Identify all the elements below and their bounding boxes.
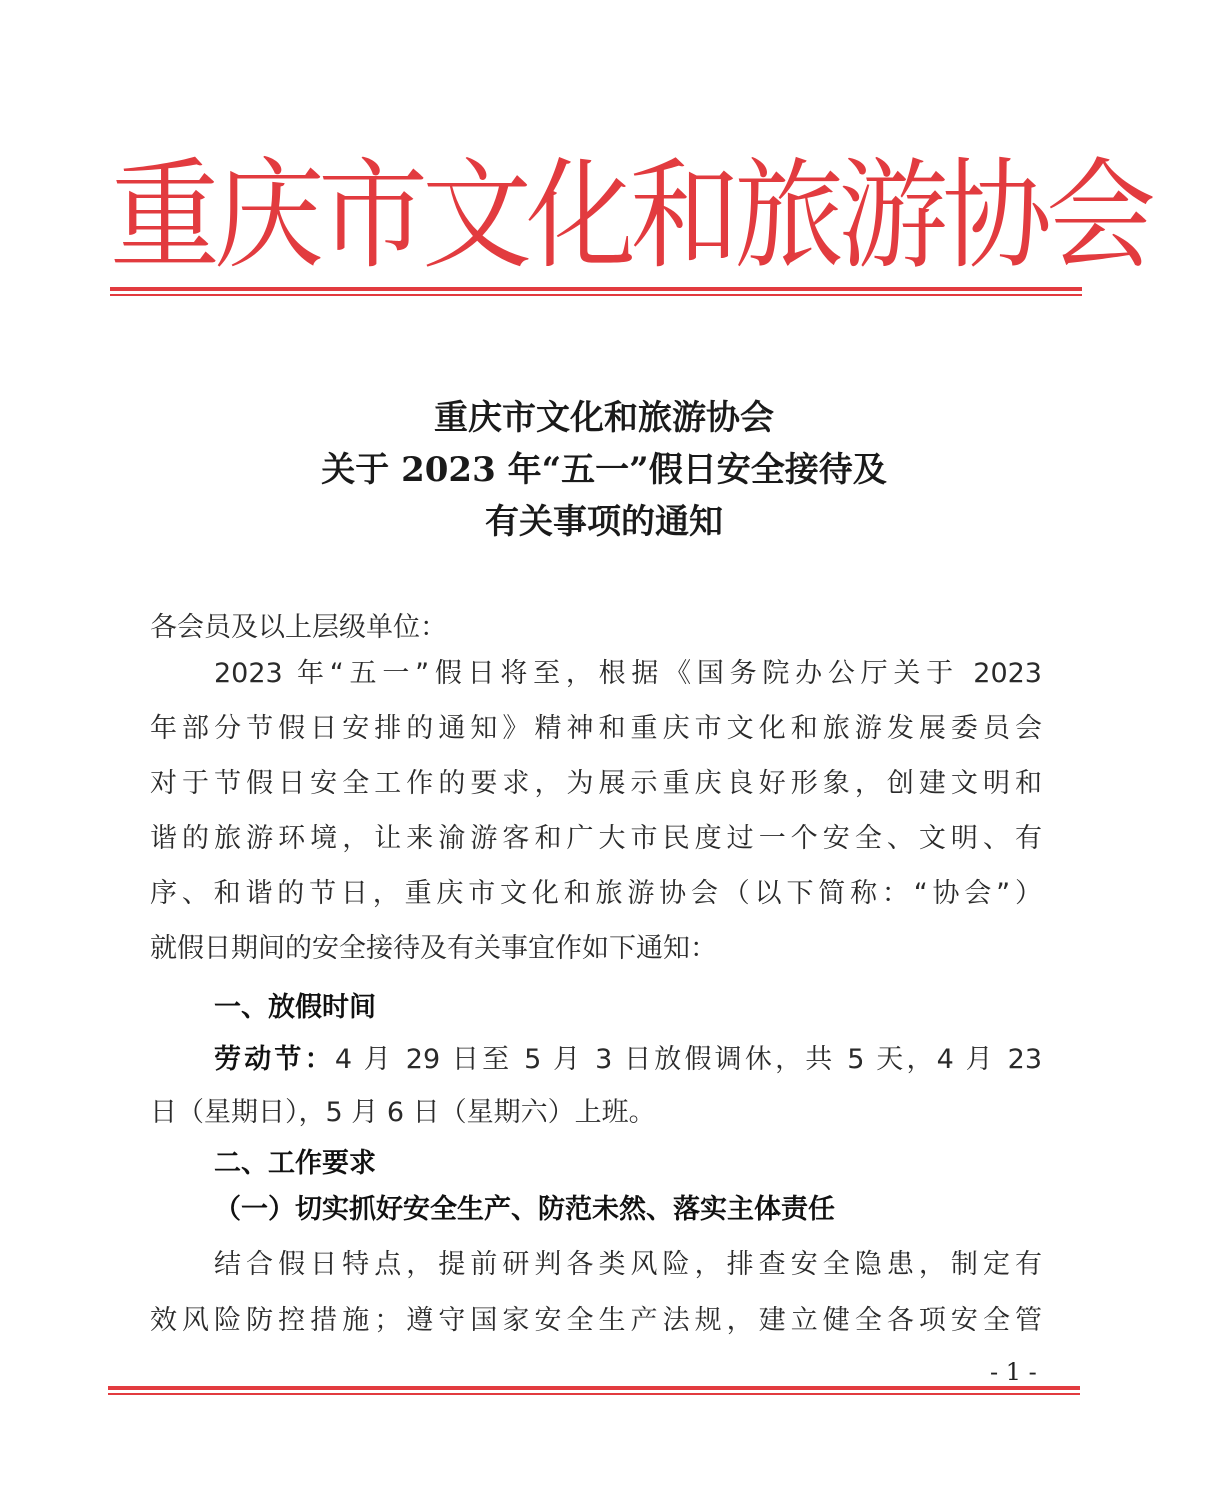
holiday-dates: 4 月 29 日至 5 月 3 日放假调休，共 5 天，4 月 23 <box>334 1044 1042 1075</box>
letterhead-org-name: 重庆市文化和旅游协会 <box>110 146 1150 285</box>
paragraph-line: 谐的旅游环境，让来渝游客和广大市民度过一个安全、文明、有 <box>150 823 1042 854</box>
holiday-label: 劳动节： <box>214 1044 335 1075</box>
title-line-3: 有关事项的通知 <box>485 502 723 542</box>
paragraph-line: 就假日期间的安全接待及有关事宜作如下通知： <box>150 933 717 964</box>
section-heading-1: 一、放假时间 <box>214 992 376 1023</box>
section-heading-2: 二、工作要求 <box>214 1148 376 1179</box>
salutation: 各会员及以上层级单位： <box>150 612 447 643</box>
subsection-heading-1: （一）切实抓好安全生产、防范未然、落实主体责任 <box>214 1194 835 1225</box>
footer-red-rule <box>108 1386 1080 1398</box>
holiday-line <box>214 1040 1042 1080</box>
paragraph-line: 序、和谐的节日，重庆市文化和旅游协会（以下简称：“协会”） <box>150 878 1042 909</box>
letterhead-red-rule <box>110 287 1082 299</box>
page-number: - 1 - <box>990 1358 1037 1386</box>
paragraph-line: 对于节假日安全工作的要求，为展示重庆良好形象，创建文明和 <box>150 768 1042 799</box>
title-line-1: 重庆市文化和旅游协会 <box>434 398 774 438</box>
document-title <box>180 392 1028 548</box>
paragraph-line: 结合假日特点，提前研判各类风险，排查安全隐患，制定有 <box>214 1249 1042 1280</box>
title-line-2: 关于 2023 年“五一”假日安全接待及 <box>321 450 887 490</box>
paragraph-line: 年部分节假日安排的通知》精神和重庆市文化和旅游发展委员会 <box>150 713 1042 744</box>
paragraph-line: 日（星期日），5 月 6 日（星期六）上班。 <box>150 1097 656 1128</box>
paragraph-line: 2023 年“五一”假日将至，根据《国务院办公厅关于 2023 <box>214 658 1042 689</box>
paragraph-line: 效风险防控措施；遵守国家安全生产法规，建立健全各项安全管 <box>150 1305 1042 1336</box>
